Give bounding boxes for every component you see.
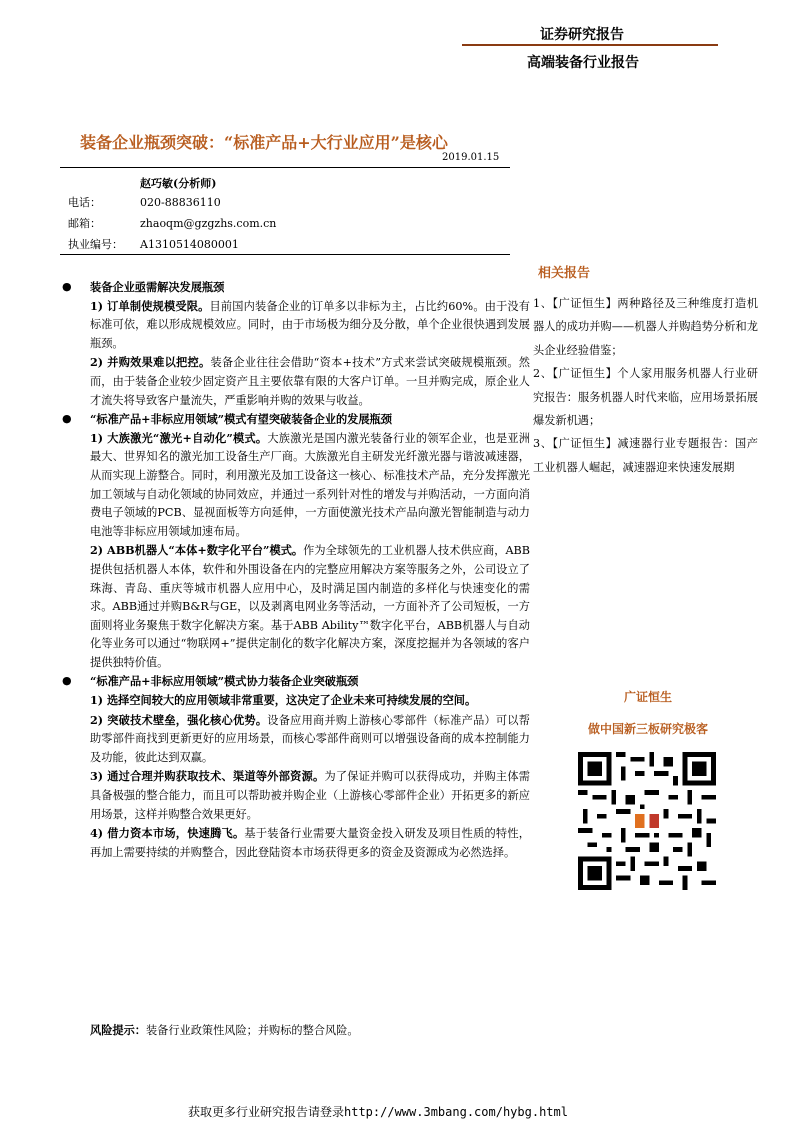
report-type-label: 证券研究报告 <box>540 27 624 43</box>
license-value: A1310514080001 <box>140 238 239 251</box>
paragraph-lead: 1) 选择空间较大的应用领域非常重要，这决定了企业未来可持续发展的空间。 <box>90 693 477 708</box>
related-report-item[interactable]: 2、【广证恒生】个人家用服务机器人行业研究报告：服务机器人时代来临，应用场景拓展爆发新机遇； <box>533 367 758 428</box>
phone-label: 电话： <box>68 196 101 209</box>
phone-value: 020-88836110 <box>140 196 221 209</box>
brand-name: 广证恒生 <box>623 690 672 704</box>
paragraph-text: 大族激光是国内激光装备行业的领军企业，也是亚洲最大、世界知名的激光加工设备生产厂商。大族激光自主研发光纤激光器与谐波减速器，从而实现上游整合。同时，利用激光及加工设备这一核心、标准技术产品，充分发挥激光加工领域与自动化领域的协同效应，并通过一系列针对性的增发与并购活动，一方面向消费电子领域的PCB、显视面板等方向延伸，一方面使激光技术产品向激光智能制造与动力电池等非标应用领域加速布局。 <box>90 431 530 538</box>
bullet-icon: ● <box>62 674 72 688</box>
bullet-icon: ● <box>62 412 72 426</box>
bullet-icon: ● <box>62 280 72 293</box>
paragraph-text: 作为全球领先的工业机器人技术供应商，ABB提供包括机器人本体，软件和外围设备在内的完整应用解决方案等服务之外，公司设立了珠海、青岛、重庆等城市机器人应用中心，及时满足国内制造的多样化与快速变化的需求。ABB通过并购B&R与GE，以及剥离电网业务等活动，一方面补齐了公司短板，一方面则将业务聚焦于数字化解决方案。基于ABB Ability™数字化平台，ABB机器人与自动化等业务可以通过“物联网+”提供定制化的数字化解决方案，深度挖掘并为各领域的客户提供独特价值。 <box>90 544 530 669</box>
paragraph <box>90 541 530 672</box>
email-label: 邮箱： <box>68 217 101 230</box>
title-rule <box>60 167 510 168</box>
section <box>60 410 530 672</box>
paragraph <box>90 297 530 354</box>
header-rule <box>462 44 718 46</box>
related-reports-list <box>533 292 758 479</box>
analyst-name: 赵巧敏(分析师) <box>140 177 217 190</box>
related-report-item[interactable]: 3、【广证恒生】减速器行业专题报告：国产工业机器人崛起，减速器迎来快速发展期 <box>533 437 758 474</box>
industry-label: 高端装备行业报告 <box>527 55 639 71</box>
section-heading: “标准产品+非标应用领域”模式有望突破装备企业的发展瓶颈 <box>90 412 392 427</box>
license-label: 执业编号： <box>68 238 123 251</box>
paragraph-text: 装备企业往往会借助“资本+技术”方式来尝试突破规模瓶颈。然而，由于装备企业较少固定资产且主要依靠有限的大客户订单。一旦并购完成，原企业人才流失将导致客户量流失，严重影响并购的效果与收益。 <box>90 356 530 407</box>
paragraph-text: 设备应用商并购上游核心零部件（标准产品）可以帮助零部件商找到更新更好的应用场景，而核心零部件商则可以增强设备商的成本控制能力及功能，彼此达到双赢。 <box>90 713 530 764</box>
report-title: 装备企业瓶颈突破：“标准产品+大行业应用”是核心 <box>80 133 448 152</box>
paragraph-text: 基于装备行业需要大量资金投入研发及项目性质的特性，再加上需要持续的并购整合，因此登陆资本市场获得更多的资金及资源成为必然选择。 <box>90 827 530 859</box>
analyst-rule <box>60 254 510 255</box>
qr-code-icon <box>578 752 716 890</box>
paragraph <box>90 767 530 824</box>
paragraph-lead: 4) 借力资本市场，快速腾飞。 <box>90 826 245 841</box>
paragraph-lead: 2) 并购效果难以把控。 <box>90 355 211 370</box>
section-heading: “标准产品+非标应用领域”模式协力装备企业突破瓶颈 <box>90 674 359 689</box>
report-date: 2019.01.15 <box>442 152 500 163</box>
main-content <box>60 278 530 862</box>
paragraph <box>90 691 530 711</box>
section-heading: 装备企业亟需解决发展瓶颈 <box>90 280 225 294</box>
related-reports-heading: 相关报告 <box>538 266 591 281</box>
paragraph-lead: 3) 通过合理并购获取技术、渠道等外部资源。 <box>90 769 325 784</box>
risk-label: 风险提示： <box>90 1023 146 1037</box>
paragraph <box>90 353 530 410</box>
paragraph-lead: 2) ABB机器人“本体+数字化平台”模式。 <box>90 543 304 558</box>
paragraph-text: 为了保证并购可以获得成功，并购主体需具备极强的整合能力，而且可以帮助被并购企业（上游核心零部件企业）开拓更多的新应用场景，这样并购整合效果更好。 <box>90 770 530 821</box>
section <box>60 672 530 862</box>
paragraph-lead: 2) 突破技术壁垒，强化核心优势。 <box>90 712 268 727</box>
paragraph-lead: 1) 大族激光“激光+自动化”模式。 <box>90 430 268 445</box>
footer-link[interactable]: 获取更多行业研究报告请登录http://www.3mbang.com/hybg.html <box>188 1105 568 1119</box>
risk-text: 装备行业政策性风险；并购标的整合风险。 <box>145 1024 359 1037</box>
paragraph-lead: 1) 订单制使规模受限。 <box>90 298 210 313</box>
email-row <box>68 215 276 231</box>
paragraph <box>90 711 530 768</box>
paragraph-text: 目前国内装备企业的订单多以非标为主，占比约60%。由于没有标准可依，难以形成规模效应。同时，由于市场极为细分及分散，单个企业很快遇到发展瓶颈。 <box>90 299 530 350</box>
phone-row <box>68 194 221 210</box>
paragraph <box>90 429 530 542</box>
related-report-item[interactable]: 1、【广证恒生】两种路径及三种维度打造机器人的成功并购——机器人并购趋势分析和龙头企业经验借鉴； <box>533 297 758 357</box>
brand-slogan: 做中国新三板研究极客 <box>587 722 708 736</box>
risk-warning <box>90 1022 359 1038</box>
section <box>60 278 530 410</box>
email-value[interactable]: zhaoqm@gzgzhs.com.cn <box>140 217 277 230</box>
license-row <box>68 236 239 252</box>
paragraph <box>90 824 530 862</box>
